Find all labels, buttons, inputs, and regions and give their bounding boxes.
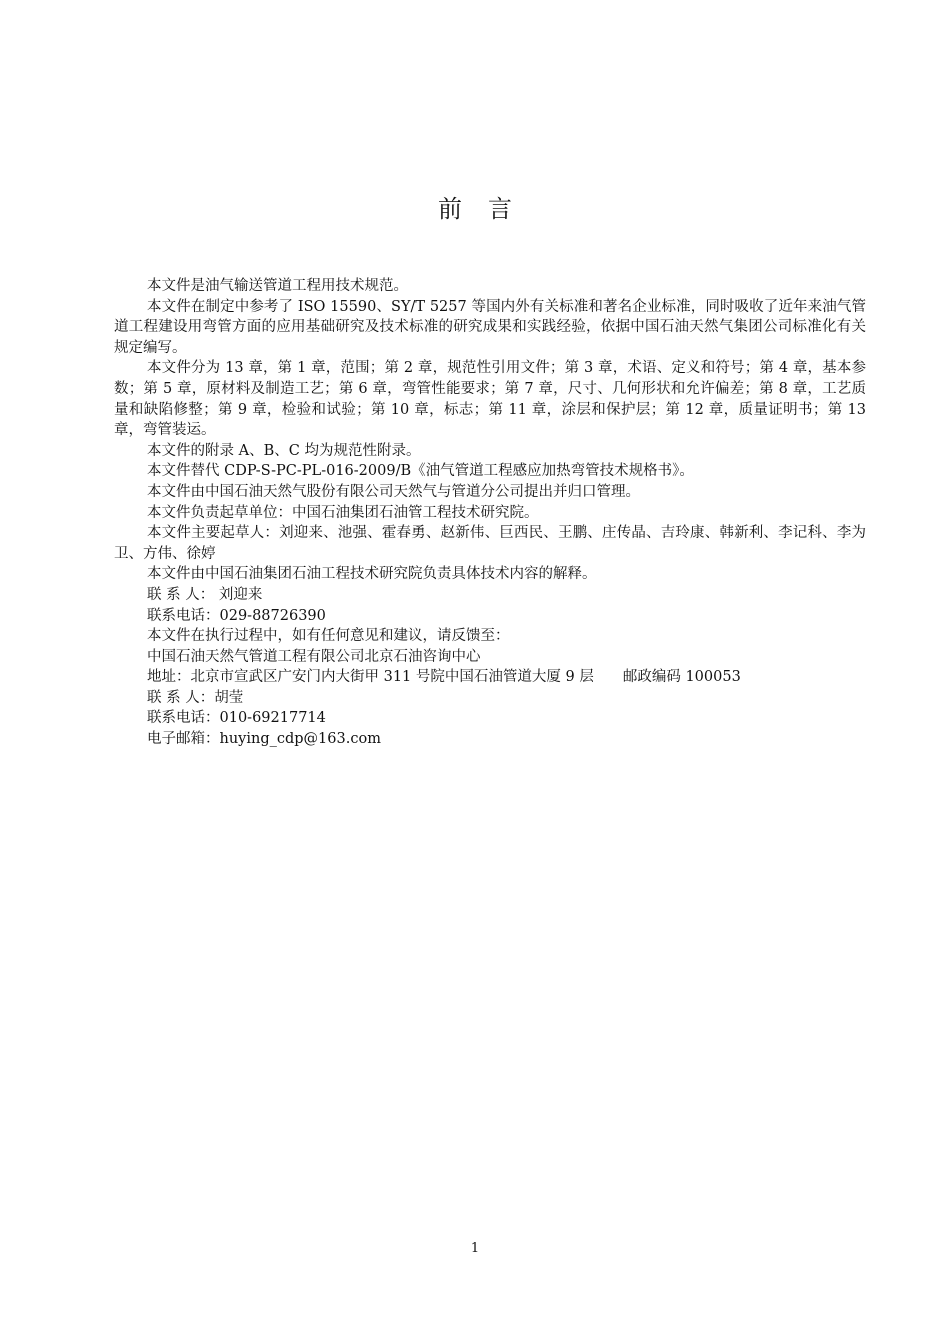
address-line: 地址：北京市宣武区广安门内大街甲 311 号院中国石油管道大厦 9 层 邮政编码 100053 <box>147 669 741 686</box>
paragraph-drafters: 本文件主要起草人：刘迎来、池强、霍春勇、赵新伟、巨西民、王鹏、庄传晶、吉玲康、韩新利、李记科、李为卫、方伟、徐婷 <box>114 525 866 562</box>
paragraph-scope: 本文件是油气输送管道工程用技术规范。 <box>147 278 408 294</box>
page-title: 前言 <box>438 195 538 223</box>
paragraph-drafting-unit: 本文件负责起草单位：中国石油集团石油管工程技术研究院。 <box>147 504 539 521</box>
email-line: 电子邮箱：huying_cdp@163.com <box>147 731 381 748</box>
paragraph-appendix: 本文件的附录 A、B、C 均为规范性附录。 <box>147 442 421 459</box>
contact-person-2: 联 系 人：胡莹 <box>147 689 244 706</box>
feedback-organization: 中国石油天然气管道工程有限公司北京石油咨询中心 <box>147 648 481 665</box>
paragraph-replacement: 本文件替代 CDP-S-PC-PL-016-2009/B《油气管道工程感应加热弯管技术规格书》。 <box>147 463 694 480</box>
paragraph-chapters: 本文件分为 13 章，第 1 章，范围；第 2 章，规范性引用文件；第 3 章，术语、定义和符号；第 4 章，基本参数；第 5 章，原材料及制造工艺；第 6 章，弯管性能要求；第 7 章，尺寸、几何形状和允许偏差；第 8 章，工艺质量和缺陷修整；第 9 章，检验和试验；第 10 章，标志；第 11 章，涂层和保护层；第 12 章，质量证明书；第 13 章，弯管装运。 <box>114 360 866 439</box>
paragraph-references: 本文件在制定中参考了 ISO 15590、SY/T 5257 等国内外有关标准和著名企业标准，同时吸收了近年来油气管道工程建设用弯管方面的应用基础研究及技术标准的研究成果和实践经验，依据中国石油天然气集团公司标准化有关规定编写。 <box>114 298 866 356</box>
contact-person-1: 联 系 人： 刘迎来 <box>147 586 263 603</box>
page-number: 1 <box>470 1241 480 1256</box>
preface-body <box>114 276 866 750</box>
contact-phone-2: 联系电话：010-69217714 <box>147 710 326 727</box>
contact-phone-1: 联系电话：029-88726390 <box>147 607 326 624</box>
paragraph-interpretation: 本文件由中国石油集团石油工程技术研究院负责具体技术内容的解释。 <box>147 566 597 583</box>
paragraph-feedback: 本文件在执行过程中，如有任何意见和建议，请反馈至： <box>147 628 510 645</box>
paragraph-management: 本文件由中国石油天然气股份有限公司天然气与管道分公司提出并归口管理。 <box>147 483 640 500</box>
